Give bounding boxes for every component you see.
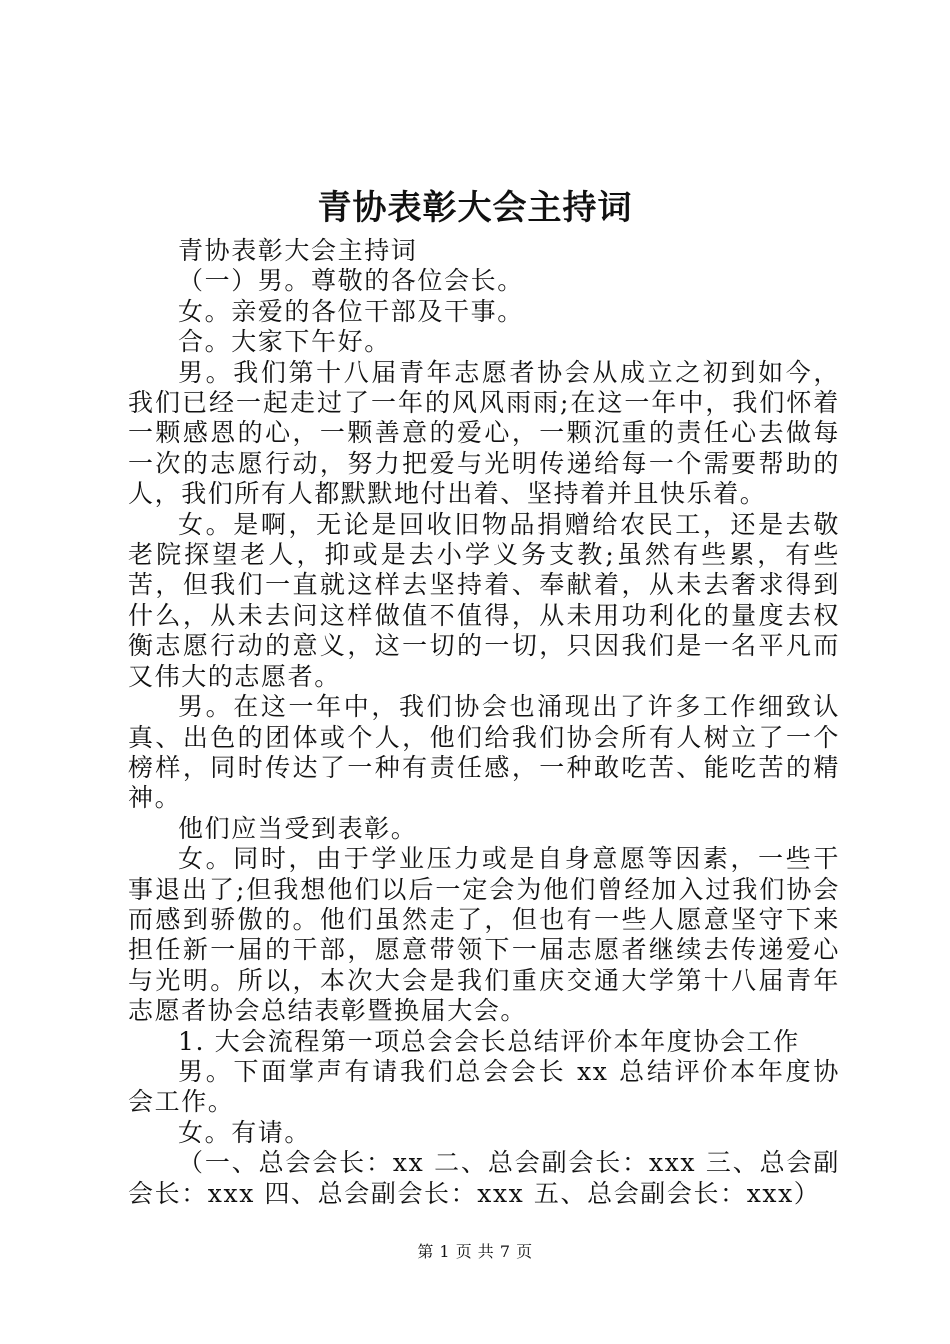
paragraph-officer-list: （一、总会会长：xx 二、总会副会长：xxx 三、总会副会长：xxx 四、总会副会长：xxx 五、总会副会长：xxx）	[128, 1148, 840, 1208]
paragraph-male-intro: 男。我们第十八届青年志愿者协会从成立之初到如今，我们已经一起走过了一年的风风雨雨;在这一年中，我们怀着一颗感恩的心，一颗善意的爱心，一颗沉重的责任心去做每一次的志愿行动，努力把爱与光明传递给每一个需要帮助的人，我们所有人都默默地付出着、坚持着并且快乐着。	[128, 357, 840, 509]
paragraph-greeting-female: 女。亲爱的各位干部及干事。	[178, 296, 524, 326]
paragraph-male-achievements: 男。在这一年中，我们协会也涌现出了许多工作细致认真、出色的团体或个人，他们给我们协会所有人树立了一个榜样，同时传达了一种有责任感，一种敢吃苦、能吃苦的精神。	[128, 692, 840, 813]
document-body	[128, 236, 840, 1209]
paragraph-agenda-item-1: 1. 大会流程第一项总会会长总结评价本年度协会工作	[178, 1026, 800, 1056]
paragraph-greeting-male: （一）男。尊敬的各位会长。	[178, 266, 524, 296]
paragraph-female-transition: 女。同时，由于学业压力或是自身意愿等因素，一些干事退出了;但我想他们以后一定会为他们曾经加入过我们协会而感到骄傲的。他们虽然走了，但也有一些人愿意坚守下来担任新一届的干部，愿意带领下一届志愿者继续去传递爱心与光明。所以，本次大会是我们重庆交通大学第十八届青年志愿者协会总结表彰暨换届大会。	[128, 844, 840, 1026]
page-number-footer: 第 1 页 共 7 页	[417, 1242, 533, 1261]
paragraph-greeting-together: 合。大家下午好。	[178, 327, 391, 357]
document-title: 青协表彰大会主持词	[317, 188, 633, 228]
paragraph-male-invite: 男。下面掌声有请我们总会会长 xx 总结评价本年度协会工作。	[128, 1056, 840, 1117]
paragraph-subtitle: 青协表彰大会主持词	[178, 236, 418, 265]
paragraph-female-intro: 女。是啊，无论是回收旧物品捐赠给农民工，还是去敬老院探望老人，抑或是去小学义务支教;虽然有些累，有些苦，但我们一直就这样去坚持着、奉献着，从未去奢求得到什么，从未去问这样做值不值得，从未用功利化的量度去权衡志愿行动的意义，这一切的一切，只因我们是一名平凡而又伟大的志愿者。	[128, 509, 840, 691]
paragraph-female-invite: 女。有请。	[178, 1117, 312, 1147]
paragraph-commendation: 他们应当受到表彰。	[178, 813, 418, 843]
